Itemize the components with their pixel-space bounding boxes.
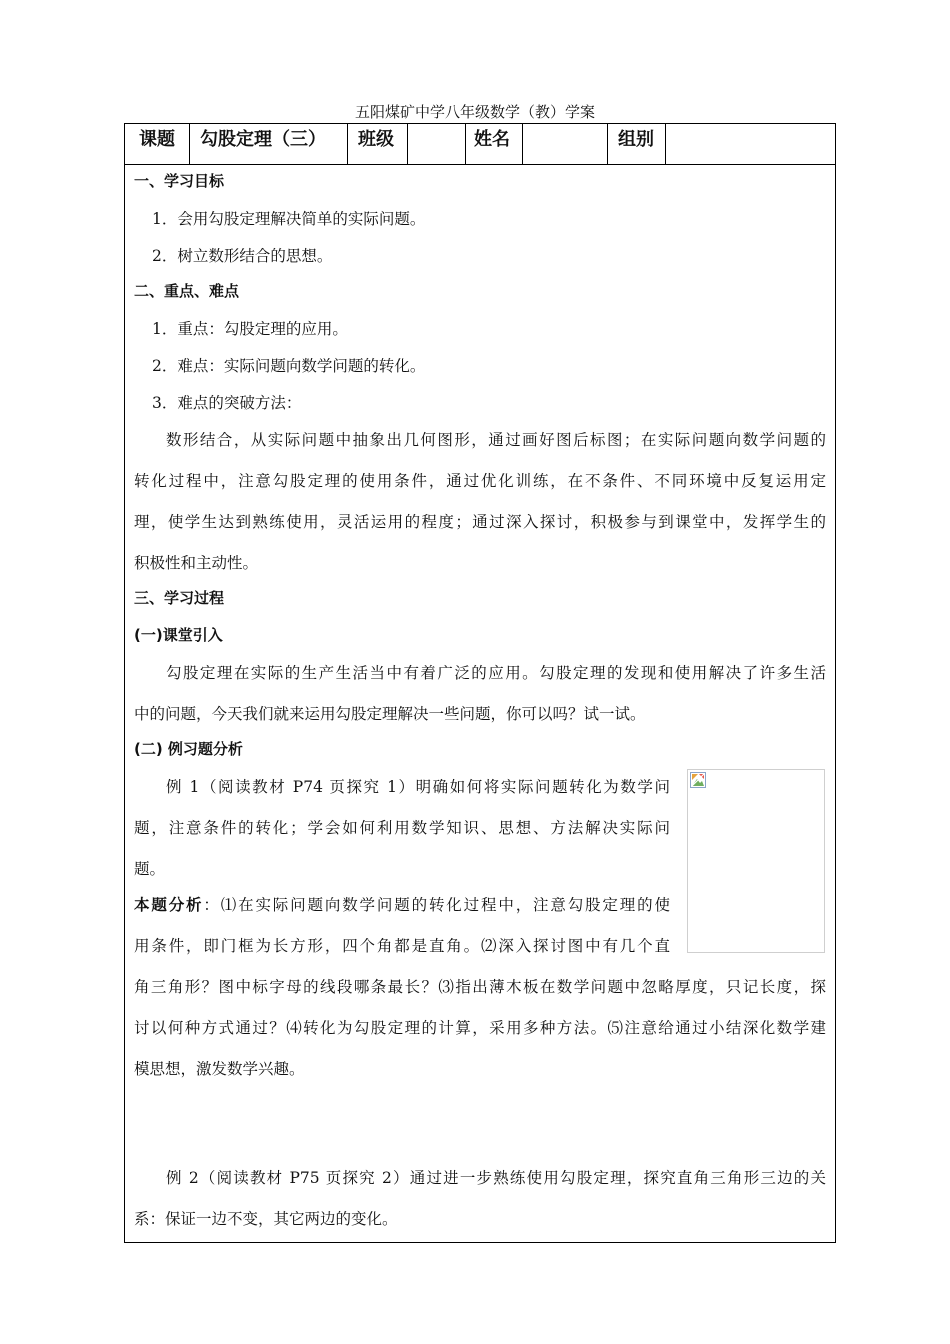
goal-item-1: 1．会用勾股定理解决简单的实际问题。	[152, 210, 426, 228]
analysis-line: 讨以何种方式通过？⑷转化为勾股定理的计算，采用多种方法。⑸注意给通过小结深化数学建	[134, 1019, 826, 1037]
method-paragraph-line: 数形结合，从实际问题中抽象出几何图形，通过画好图后标图；在实际问题向数学问题的	[166, 431, 826, 449]
subsection-title-intro: (一)课堂引入	[134, 626, 223, 644]
lesson-plan-table	[124, 123, 836, 1243]
topic-label: 课题	[125, 124, 190, 164]
broken-image-icon	[690, 772, 706, 788]
example1-line: 题。	[134, 860, 166, 878]
intro-paragraph-line: 中的问题，今天我们就来运用勾股定理解决一些问题，你可以吗？试一试。	[134, 705, 646, 723]
section-title-goals: 一、学习目标	[134, 172, 225, 190]
example1-figure	[687, 769, 825, 953]
section-title-key-points: 二、重点、难点	[134, 282, 240, 300]
name-field[interactable]	[523, 124, 608, 164]
page-header: 五阳煤矿中学八年级数学（教）学案	[354, 103, 595, 121]
analysis-line: 模思想，激发数学兴趣。	[134, 1060, 305, 1078]
analysis-label: 本题分析	[134, 896, 204, 914]
goal-item-2: 2．树立数形结合的思想。	[152, 247, 333, 265]
example2-line: 例 2（阅读教材 P75 页探究 2）通过进一步熟练使用勾股定理，探究直角三角形三边的关	[166, 1169, 826, 1187]
name-label: 姓名	[466, 124, 523, 164]
group-label: 组别	[608, 124, 666, 164]
class-label: 班级	[348, 124, 408, 164]
analysis-line: 用条件，即门框为长方形，四个角都是直角。⑵深入探讨图中有几个直	[134, 937, 670, 955]
topic-value: 勾股定理（三）	[190, 124, 348, 164]
analysis-line: 角三角形？图中标字母的线段哪条最长？⑶指出薄木板在数学问题中忽略厚度，只记长度，探	[134, 978, 826, 996]
analysis-first-text: ：⑴在实际问题向数学问题的转化过程中，注意勾股定理的使	[203, 896, 670, 914]
key-point-item-3: 3．难点的突破方法：	[152, 394, 302, 412]
key-point-item-1: 1．重点：勾股定理的应用。	[152, 320, 348, 338]
info-row	[125, 124, 835, 165]
class-field[interactable]	[408, 124, 466, 164]
key-point-item-2: 2．难点：实际问题向数学问题的转化。	[152, 357, 426, 375]
method-paragraph-line: 转化过程中，注意勾股定理的使用条件，通过优化训练，在不条件、不同环境中反复运用定	[134, 472, 826, 490]
intro-paragraph-line: 勾股定理在实际的生产生活当中有着广泛的应用。勾股定理的发现和使用解决了许多生活	[166, 664, 826, 682]
method-paragraph-line: 积极性和主动性。	[134, 554, 259, 572]
method-paragraph-line: 理，使学生达到熟练使用，灵活运用的程度；通过深入探讨，积极参与到课堂中，发挥学生的	[134, 513, 826, 531]
subsection-title-examples: (二) 例习题分析	[134, 740, 243, 758]
section-title-process: 三、学习过程	[134, 589, 225, 607]
example2-line: 系：保证一边不变，其它两边的变化。	[134, 1210, 398, 1228]
example1-line: 题，注意条件的转化；学会如何利用数学知识、思想、方法解决实际问	[134, 819, 670, 837]
group-field[interactable]	[666, 124, 835, 164]
analysis-first-line	[134, 893, 670, 915]
example1-line: 例 1（阅读教材 P74 页探究 1）明确如何将实际问题转化为数学问	[166, 778, 670, 796]
